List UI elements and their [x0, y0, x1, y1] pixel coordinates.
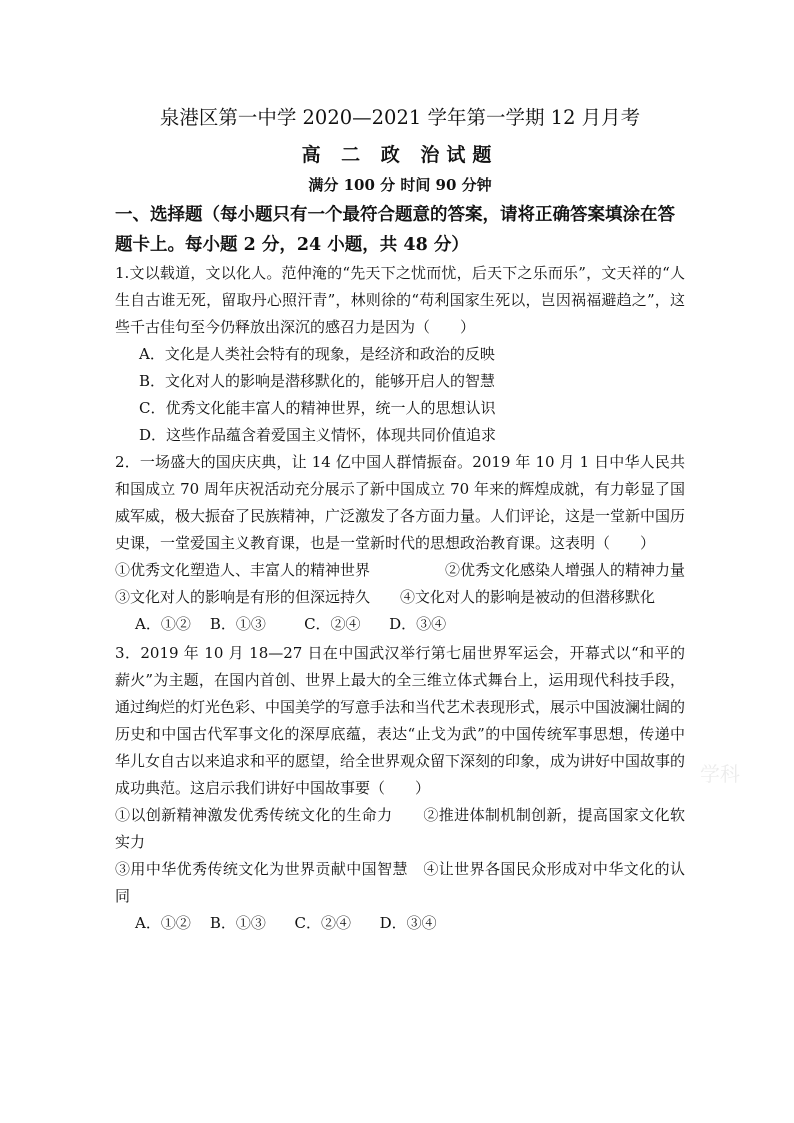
exam-content: [115, 100, 685, 939]
exam-subject-title: 高 二 政 治试题: [301, 144, 499, 166]
question-1-option-a: A．文化是人类社会特有的现象，是经济和政治的反映: [139, 345, 495, 363]
question-3: [115, 640, 685, 937]
question-2-item-3: ③文化对人的影响是有形的但深远持久: [115, 588, 371, 606]
question-3-choices: A．①② B．①③ C．②④ D．③④: [135, 914, 437, 932]
question-3-item-3: ③用中华优秀传统文化为世界贡献中国智慧: [115, 860, 408, 878]
question-1-option-c: C．优秀文化能丰富人的精神世界，统一人的思想认识: [139, 399, 496, 417]
question-1: [115, 260, 685, 449]
question-1-option-b: B．文化对人的影响是潜移默化的，能够开启人的智慧: [139, 372, 496, 390]
question-1-stem: 1.文以载道，文以化人。范仲淹的“先天下之忧而忧，后天下之乐而乐”，文天祥的“人生自古谁无死，留取丹心照汗青”，林则徐的“苟利国家生死以，岂因祸福避趋之”，这些千古佳句至今仍释放出深沉的感召力是因为（ ）: [115, 264, 685, 336]
question-2: [115, 449, 685, 638]
exam-title: 泉港区第一中学 2020—2021 学年第一学期 12 月月考: [159, 106, 641, 129]
exam-meta: 满分 100 分 时间 90 分钟: [308, 176, 492, 194]
question-2-item-1: ①优秀文化塑造人、丰富人的精神世界: [115, 561, 371, 579]
question-2-choices: A．①② B．①③ C．②④ D．③④: [135, 615, 447, 633]
question-3-stem: 3．2019 年 10 月 18—27 日在中国武汉举行第七届世界军运会，开幕式以“和平的薪火”为主题，在国内首创、世界上最大的全三维立体式舞台上，运用现代科技手段，通过绚烂的灯光色彩、中国美学的写意手法和当代艺术表现形式，展示中国波澜壮阔的历史和中国古代军事文化的深厚底蕴，表达“止戈为武”的中国传统军事思想，传递中华儿女自古以来追求和平的愿望，给全世界观众留下深刻的印象，成为讲好中国故事的成功典范。这启示我们讲好中国故事要（ ）: [115, 644, 686, 797]
question-2-items-row-1: [115, 557, 685, 584]
question-2-item-4: ④文化对人的影响是被动的但潜移默化: [400, 588, 656, 606]
question-1-option-d: D．这些作品蕴含着爱国主义情怀，体现共同价值追求: [139, 426, 497, 444]
question-2-items-row-2: [115, 584, 685, 611]
question-3-items-row-1: [115, 802, 685, 856]
question-3-item-1: ①以创新精神激发优秀传统文化的生命力: [115, 806, 393, 824]
question-3-item-4: ④让世界各国民众形成对中华文化的认同: [115, 860, 685, 905]
watermark: 学科: [700, 762, 740, 786]
question-2-item-2: ②优秀文化感染人增强人的精神力量: [444, 561, 685, 579]
question-2-stem: 2．一场盛大的国庆庆典，让 14 亿中国人群情振奋。2019 年 10 月 1 日中华人民共和国成立 70 周年庆祝活动充分展示了新中国成立 70 年来的辉煌成就，有力彰显了国威军威，极大振奋了民族精神，广泛激发了各方面力量。人们评论，这是一堂新中国历史课，一堂爱国主义教育课，也是一堂新时代的思想政治教育课。这表明（ ）: [115, 453, 686, 552]
section-heading: 一、选择题（每小题只有一个最符合题意的答案，请将正确答案填涂在答题卡上。每小题 2 分，24 小题，共 48 分）: [115, 205, 675, 255]
question-3-items-row-2: [115, 856, 685, 910]
question-3-item-2: ②推进体制机制创新，提高国家文化软实力: [115, 806, 685, 851]
